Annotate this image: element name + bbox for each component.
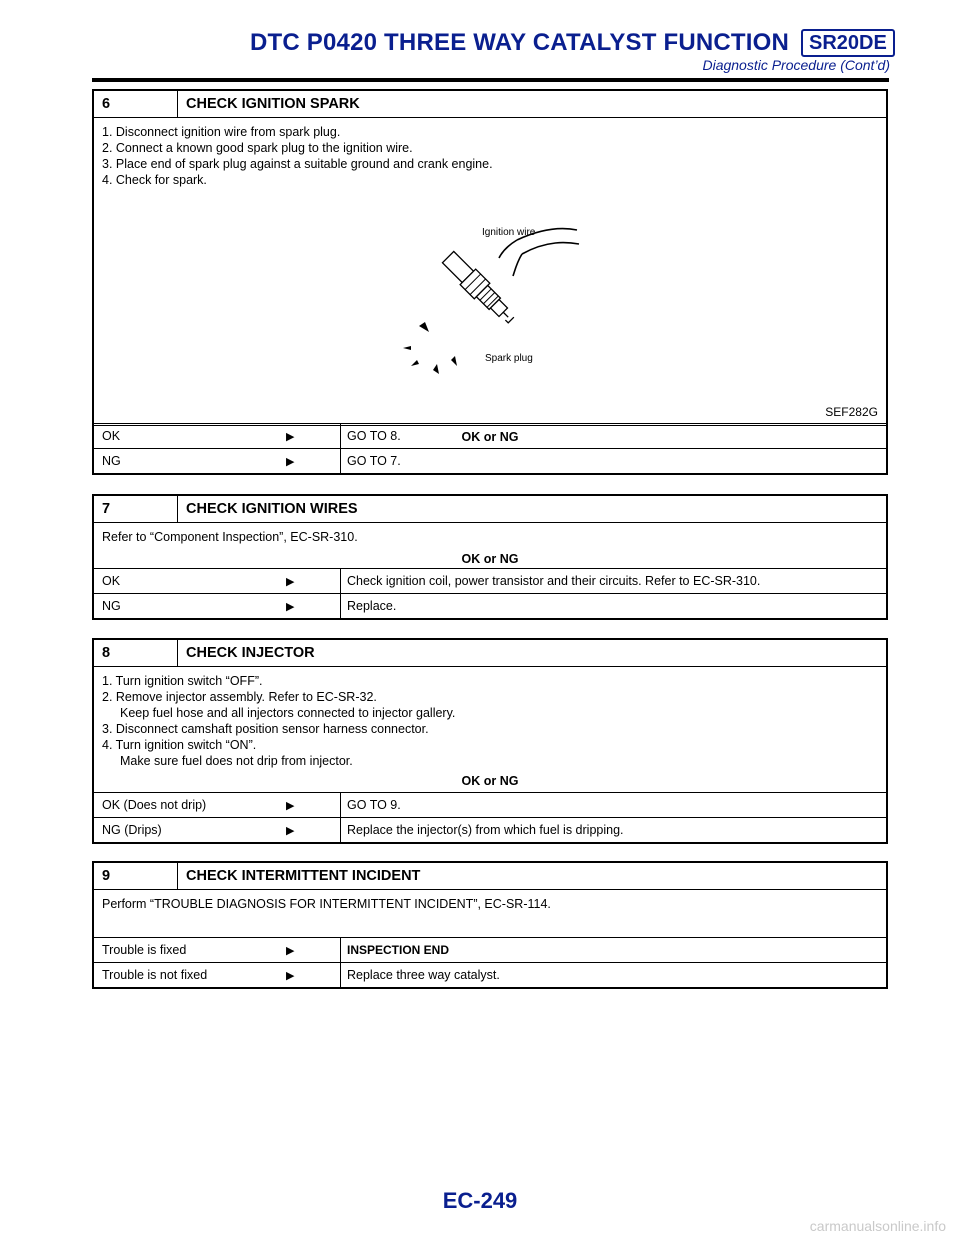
arrow-right-icon: ▶ xyxy=(286,575,295,588)
result-condition: OK (Does not drip) xyxy=(102,798,207,812)
instruction-line: 1. Turn ignition switch “OFF”. xyxy=(102,674,263,688)
step-number: 7 xyxy=(94,496,178,522)
result-condition: Trouble is not fixed xyxy=(102,968,208,982)
page-title: DTC P0420 THREE WAY CATALYST FUNCTION xyxy=(250,29,790,56)
step-8-header xyxy=(94,640,886,667)
step-title: CHECK INJECTOR xyxy=(186,645,315,661)
instruction-line: Keep fuel hose and all injectors connected to injector gallery. xyxy=(120,706,456,720)
figure-code: SEF282G xyxy=(825,405,878,419)
arrow-right-icon: ▶ xyxy=(286,430,295,443)
result-condition: NG (Drips) xyxy=(102,823,162,837)
arrow-right-icon: ▶ xyxy=(286,969,295,982)
step-8-box xyxy=(92,638,888,844)
arrow-right-icon: ▶ xyxy=(286,455,295,468)
result-action: GO TO 7. xyxy=(340,449,886,473)
result-condition: Trouble is fixed xyxy=(102,943,187,957)
result-row-ng xyxy=(94,449,886,473)
ignition-wire-label: Ignition wire xyxy=(482,227,536,238)
result-condition: OK xyxy=(102,429,121,443)
step-number: 8 xyxy=(94,640,178,666)
spark-plug-figure xyxy=(397,218,597,378)
engine-badge: SR20DE xyxy=(801,29,895,57)
step-6-results xyxy=(92,423,888,475)
result-row-not-fixed xyxy=(94,963,886,987)
result-row-ng xyxy=(94,594,886,618)
arrow-right-icon: ▶ xyxy=(286,824,295,837)
instruction-line: Perform “TROUBLE DIAGNOSIS FOR INTERMITTENT INCIDENT”, EC-SR-114. xyxy=(102,897,551,911)
instruction-line: 3. Disconnect camshaft position sensor harness connector. xyxy=(102,722,429,736)
step-9-header xyxy=(94,863,886,890)
result-condition: OK xyxy=(102,574,121,588)
step-8-body xyxy=(94,667,886,793)
ok-or-ng-label: OK or NG xyxy=(461,774,519,788)
instruction-line: Refer to “Component Inspection”, EC-SR-310. xyxy=(102,530,358,544)
instruction-line: 3. Place end of spark plug against a suitable ground and crank engine. xyxy=(102,157,493,171)
result-action: INSPECTION END xyxy=(340,938,886,962)
result-row-fixed xyxy=(94,938,886,963)
ok-or-ng-label: OK or NG xyxy=(461,552,519,566)
result-row-ng xyxy=(94,818,886,842)
instruction-line: Make sure fuel does not drip from injector. xyxy=(120,754,353,768)
result-action: Replace the injector(s) from which fuel is dripping. xyxy=(340,818,886,842)
result-action: Replace. xyxy=(340,594,886,618)
instruction-line: 1. Disconnect ignition wire from spark plug. xyxy=(102,125,341,139)
step-number: 6 xyxy=(94,91,178,117)
step-6-header xyxy=(94,91,886,118)
step-7-header xyxy=(94,496,886,523)
result-row-ok xyxy=(94,569,886,594)
step-7-box xyxy=(92,494,888,620)
ok-or-ng-label: OK or NG xyxy=(461,430,519,444)
step-9-body xyxy=(94,890,886,938)
spark-plug-label: Spark plug xyxy=(485,353,533,364)
step-title: CHECK IGNITION WIRES xyxy=(186,501,358,517)
result-condition: NG xyxy=(102,599,121,613)
step-title: CHECK IGNITION SPARK xyxy=(186,96,360,112)
result-row-ok xyxy=(94,793,886,818)
arrow-right-icon: ▶ xyxy=(286,799,295,812)
instruction-line: 2. Remove injector assembly. Refer to EC-SR-32. xyxy=(102,690,377,704)
watermark: carmanualsonline.info xyxy=(809,1218,946,1234)
arrow-right-icon: ▶ xyxy=(286,600,295,613)
result-condition: NG xyxy=(102,454,121,468)
page-number: EC-249 xyxy=(442,1188,518,1213)
arrow-right-icon: ▶ xyxy=(286,944,295,957)
page-subtitle: Diagnostic Procedure (Cont’d) xyxy=(702,57,890,73)
result-action: Check ignition coil, power transistor and their circuits. Refer to EC-SR-310. xyxy=(340,569,886,593)
result-action: GO TO 8. xyxy=(340,424,886,448)
header-rule xyxy=(92,78,889,82)
instruction-line: 2. Connect a known good spark plug to the ignition wire. xyxy=(102,141,413,155)
step-9-box xyxy=(92,861,888,989)
step-title: CHECK INTERMITTENT INCIDENT xyxy=(186,868,421,884)
result-action: Replace three way catalyst. xyxy=(340,963,886,987)
step-number: 9 xyxy=(94,863,178,889)
instruction-line: 4. Check for spark. xyxy=(102,173,207,187)
result-row-ok xyxy=(94,424,886,449)
result-action: GO TO 9. xyxy=(340,793,886,817)
step-7-body xyxy=(94,523,886,569)
instruction-line: 4. Turn ignition switch “ON”. xyxy=(102,738,257,752)
